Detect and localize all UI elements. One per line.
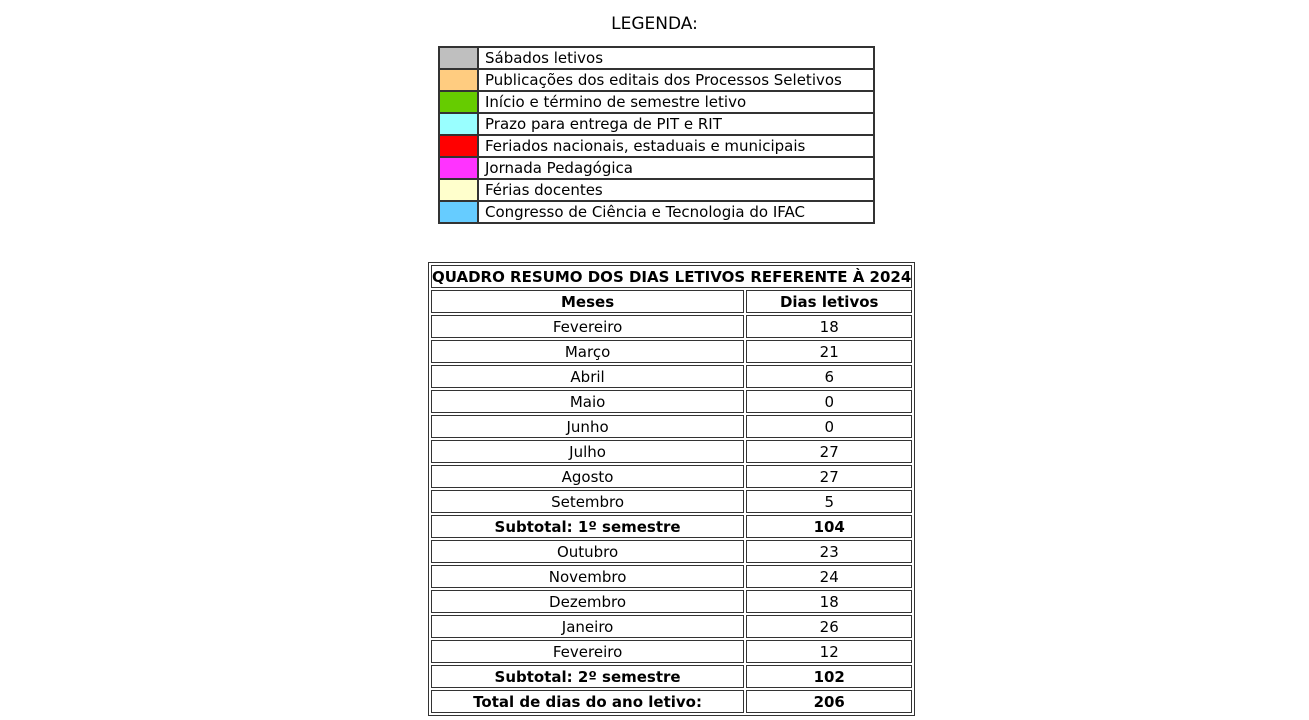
month-cell: Outubro — [431, 540, 744, 563]
table-row — [431, 565, 912, 588]
legend-item — [439, 157, 874, 179]
legend-label: Prazo para entrega de PIT e RIT — [478, 113, 874, 135]
subtotal-value: 104 — [746, 515, 912, 538]
legend-swatch — [439, 201, 478, 223]
table-row — [431, 390, 912, 413]
summary-table — [428, 262, 915, 716]
month-cell: Novembro — [431, 565, 744, 588]
table-row — [431, 340, 912, 363]
table-row — [431, 440, 912, 463]
days-cell: 0 — [746, 415, 912, 438]
legend-swatch — [439, 135, 478, 157]
legend-item — [439, 113, 874, 135]
header-months: Meses — [431, 290, 744, 313]
days-cell: 23 — [746, 540, 912, 563]
legend-swatch — [439, 113, 478, 135]
table-row — [431, 465, 912, 488]
table-row — [431, 590, 912, 613]
table-row — [431, 615, 912, 638]
summary-title: QUADRO RESUMO DOS DIAS LETIVOS REFERENTE À 2024 — [431, 265, 912, 288]
table-row — [431, 315, 912, 338]
legend-label: Início e término de semestre letivo — [478, 91, 874, 113]
subtotal-row — [431, 515, 912, 538]
days-cell: 12 — [746, 640, 912, 663]
days-cell: 5 — [746, 490, 912, 513]
legend-swatch — [439, 47, 478, 69]
month-cell: Julho — [431, 440, 744, 463]
legend-title: LEGENDA: — [611, 14, 698, 34]
total-value: 206 — [746, 690, 912, 713]
month-cell: Fevereiro — [431, 640, 744, 663]
legend-item — [439, 91, 874, 113]
legend-swatch — [439, 179, 478, 201]
legend-label: Férias docentes — [478, 179, 874, 201]
table-row — [431, 640, 912, 663]
legend-label: Jornada Pedagógica — [478, 157, 874, 179]
legend-item — [439, 47, 874, 69]
month-cell: Janeiro — [431, 615, 744, 638]
legend-swatch — [439, 69, 478, 91]
days-cell: 27 — [746, 465, 912, 488]
legend-item — [439, 179, 874, 201]
subtotal-value: 102 — [746, 665, 912, 688]
days-cell: 0 — [746, 390, 912, 413]
header-days: Dias letivos — [746, 290, 912, 313]
total-label: Total de dias do ano letivo: — [431, 690, 744, 713]
month-cell: Setembro — [431, 490, 744, 513]
subtotal-row — [431, 665, 912, 688]
days-cell: 6 — [746, 365, 912, 388]
month-cell: Março — [431, 340, 744, 363]
table-row — [431, 490, 912, 513]
month-cell: Maio — [431, 390, 744, 413]
legend-swatch — [439, 157, 478, 179]
legend-item — [439, 201, 874, 223]
table-row — [431, 415, 912, 438]
legend-label: Sábados letivos — [478, 47, 874, 69]
legend-table — [438, 46, 875, 224]
total-row — [431, 690, 912, 713]
month-cell: Agosto — [431, 465, 744, 488]
legend-item — [439, 69, 874, 91]
legend-label: Congresso de Ciência e Tecnologia do IFAC — [478, 201, 874, 223]
days-cell: 21 — [746, 340, 912, 363]
days-cell: 27 — [746, 440, 912, 463]
month-cell: Junho — [431, 415, 744, 438]
legend-label: Feriados nacionais, estaduais e municipais — [478, 135, 874, 157]
subtotal-label: Subtotal: 2º semestre — [431, 665, 744, 688]
table-row — [431, 540, 912, 563]
days-cell: 18 — [746, 590, 912, 613]
table-row — [431, 365, 912, 388]
days-cell: 24 — [746, 565, 912, 588]
days-cell: 18 — [746, 315, 912, 338]
subtotal-label: Subtotal: 1º semestre — [431, 515, 744, 538]
month-cell: Fevereiro — [431, 315, 744, 338]
legend-label: Publicações dos editais dos Processos Seletivos — [478, 69, 874, 91]
month-cell: Dezembro — [431, 590, 744, 613]
days-cell: 26 — [746, 615, 912, 638]
legend-item — [439, 135, 874, 157]
legend-swatch — [439, 91, 478, 113]
month-cell: Abril — [431, 365, 744, 388]
